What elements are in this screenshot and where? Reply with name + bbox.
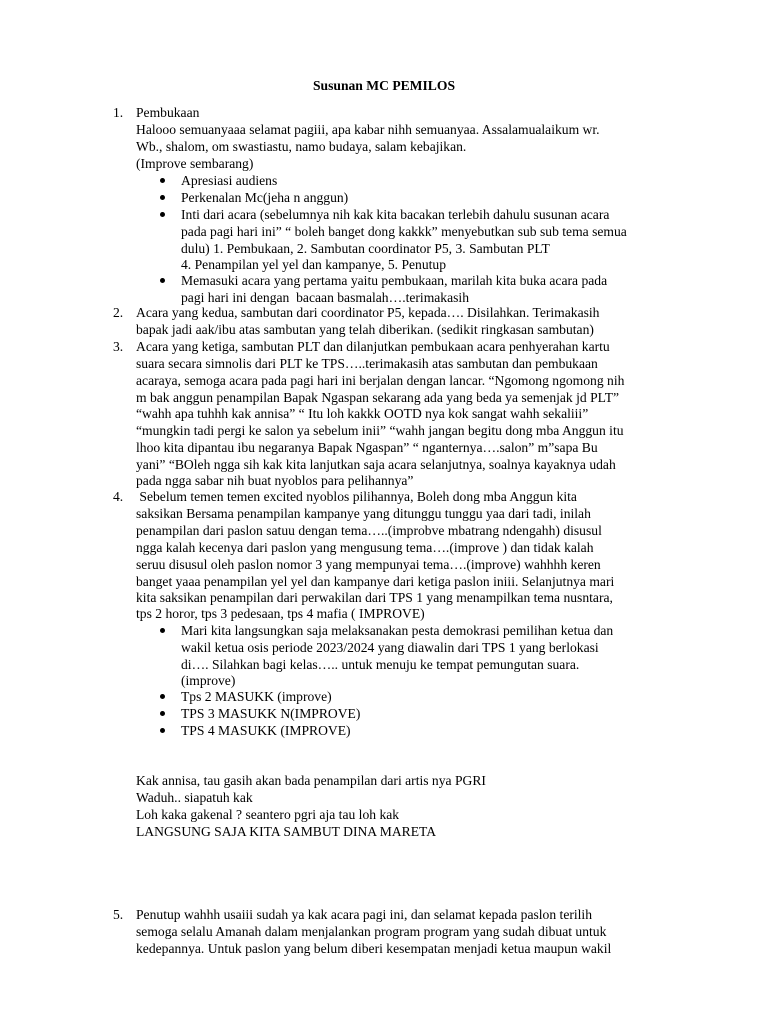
bullet-item: (improve) (181, 673, 236, 688)
dialogue-line: Waduh.. siapatuh kak (136, 790, 253, 805)
bullet-icon (160, 694, 165, 699)
bullet-icon (160, 711, 165, 716)
bullet-item: Mari kita langsungkan saja melaksanakan pesta demokrasi pemilihan ketua dan (181, 623, 614, 638)
section-3-line: suara secara simnolis dari PLT ke TPS…..terimakasih atas sambutan dan pembukaan (136, 356, 598, 371)
section-3-number: 3. (113, 339, 124, 354)
bullet-icon (160, 278, 165, 283)
bullet-icon (160, 728, 165, 733)
bullet-item: TPS 3 MASUKK N(IMPROVE) (181, 706, 361, 721)
section-5-number: 5. (113, 907, 124, 922)
section-4-line: seruu disusul oleh paslon nomor 3 yang mempunyai tema….(improve) wahhhh keren (136, 557, 601, 572)
bullet-item: pada pagi hari ini” “ boleh banget dong kakkk” menyebutkan sub sub tema semua (181, 224, 627, 239)
section-4-line: ngga kalah kecenya dari paslon yang mengusung tema….(improve ) dan tidak kalah (136, 540, 594, 555)
section-5-line: semoga selalu Amanah dalam menjalankan program program yang sudah dibuat untuk (136, 924, 607, 939)
section-1-line: Wb., shalom, om swastiastu, namo budaya, salam kebajikan. (136, 139, 467, 154)
bullet-item: 4. Penampilan yel yel dan kampanye, 5. Penutup (181, 257, 447, 272)
section-3-line: “wahh apa tuhhh kak annisa” “ Itu loh kakkk OOTD nya kok sangat wahh sekaliii” (136, 406, 589, 421)
bullet-item: Inti dari acara (sebelumnya nih kak kita bacakan terlebih dahulu susunan acara (181, 207, 610, 222)
bullet-item: dulu) 1. Pembukaan, 2. Sambutan coordinator P5, 3. Sambutan PLT (181, 241, 550, 256)
bullet-icon (160, 195, 165, 200)
dialogue-line: Loh kaka gakenal ? seantero pgri aja tau loh kak (136, 807, 400, 822)
section-4-line: Sebelum temen temen excited nyoblos pilihannya, Boleh dong mba Anggun kita (136, 489, 577, 504)
bullet-icon (160, 178, 165, 183)
section-3-line: Acara yang ketiga, sambutan PLT dan dilanjutkan pembukaan acara penhyerahan kartu (136, 339, 610, 354)
bullet-item: TPS 4 MASUKK (IMPROVE) (181, 723, 351, 738)
section-2-line: Acara yang kedua, sambutan dari coordinator P5, kepada…. Disilahkan. Terimakasih (136, 305, 600, 320)
section-1-line: Halooo semuanyaaa selamat pagiii, apa kabar nihh semuanyaa. Assalamualaikum wr. (136, 122, 600, 137)
section-5-line: Penutup wahhh usaiii sudah ya kak acara pagi ini, dan selamat kepada paslon terilih (136, 907, 593, 922)
dialogue-line: LANGSUNG SAJA KITA SAMBUT DINA MARETA (136, 824, 437, 839)
bullet-icon (160, 628, 165, 633)
section-5-line: kedepannya. Untuk paslon yang belum diberi kesempatan menjadi ketua maupun wakil (136, 941, 612, 956)
bullet-item: Tps 2 MASUKK (improve) (181, 689, 332, 704)
section-4-line: penampilan dari paslon satuu dengan tema…..(improbve mbatrang ndengahh) disusul (136, 523, 602, 538)
section-3-line: lhoo kita dipantau ibu negaranya Bapak Ngaspan” “ nganternya….salon” m”sapa Bu (136, 440, 598, 455)
bullet-item: Memasuki acara yang pertama yaitu pembukaan, marilah kita buka acara pada (181, 273, 608, 288)
section-2-number: 2. (113, 305, 124, 320)
bullet-item: Perkenalan Mc(jeha n anggun) (181, 190, 349, 205)
bullet-item: Apresiasi audiens (181, 173, 278, 188)
section-2-line: bapak jadi aak/ibu atas sambutan yang telah diberikan. (sedikit ringkasan sambutan) (136, 322, 594, 337)
bullet-item: pagi hari ini dengan bacaan basmalah….terimakasih (181, 290, 470, 305)
section-1-number: 1. (113, 105, 124, 120)
bullet-item: di…. Silahkan bagi kelas….. untuk menuju ke tempat pemungutan suara. (181, 657, 580, 672)
dialogue-line: Kak annisa, tau gasih akan bada penampilan dari artis nya PGRI (136, 773, 486, 788)
section-4-line: saksikan Bersama penampilan kampanye yang ditunggu tunggu yaa dari tadi, inilah (136, 506, 591, 521)
section-3-line: pada ngga sabar nih buat nyoblos para pelihannya” (136, 473, 414, 488)
section-3-line: yani” “BOleh ngga sih kak kita lanjutkan saja acara selanjutnya, soalnya kayaknya udah (136, 457, 616, 472)
bullet-icon (160, 212, 165, 217)
section-1-line: (Improve sembarang) (136, 156, 254, 171)
document-title: Susunan MC PEMILOS (312, 78, 456, 93)
section-3-line: acaraya, semoga acara pada pagi hari ini berjalan dengan lancar. “Ngomong ngomong nih (136, 373, 625, 388)
bullet-item: wakil ketua osis periode 2023/2024 yang diawalin dari TPS 1 yang berlokasi (181, 640, 599, 655)
section-3-line: m bak anggun penampilan Bapak Ngaspan sekarang ada yang beda ya semenjak jd PLT” (136, 390, 620, 405)
section-1-line: Pembukaan (136, 105, 200, 120)
section-4-number: 4. (113, 489, 124, 504)
section-4-line: tps 2 horor, tps 3 pedesaan, tps 4 mafia ( IMPROVE) (136, 606, 425, 621)
section-3-line: “mungkin tadi pergi ke salon ya sebelum inii” “wahh jangan begitu dong mba Anggun itu (136, 423, 624, 438)
section-4-line: banget yaaa penampilan yel yel dan kampanye dari ketiga paslon iniii. Selanjutnya mari (136, 574, 615, 589)
section-4-line: kita saksikan penampilan dari perwakilan dari TPS 1 yang menampilkan tema nusntara, (136, 590, 613, 605)
